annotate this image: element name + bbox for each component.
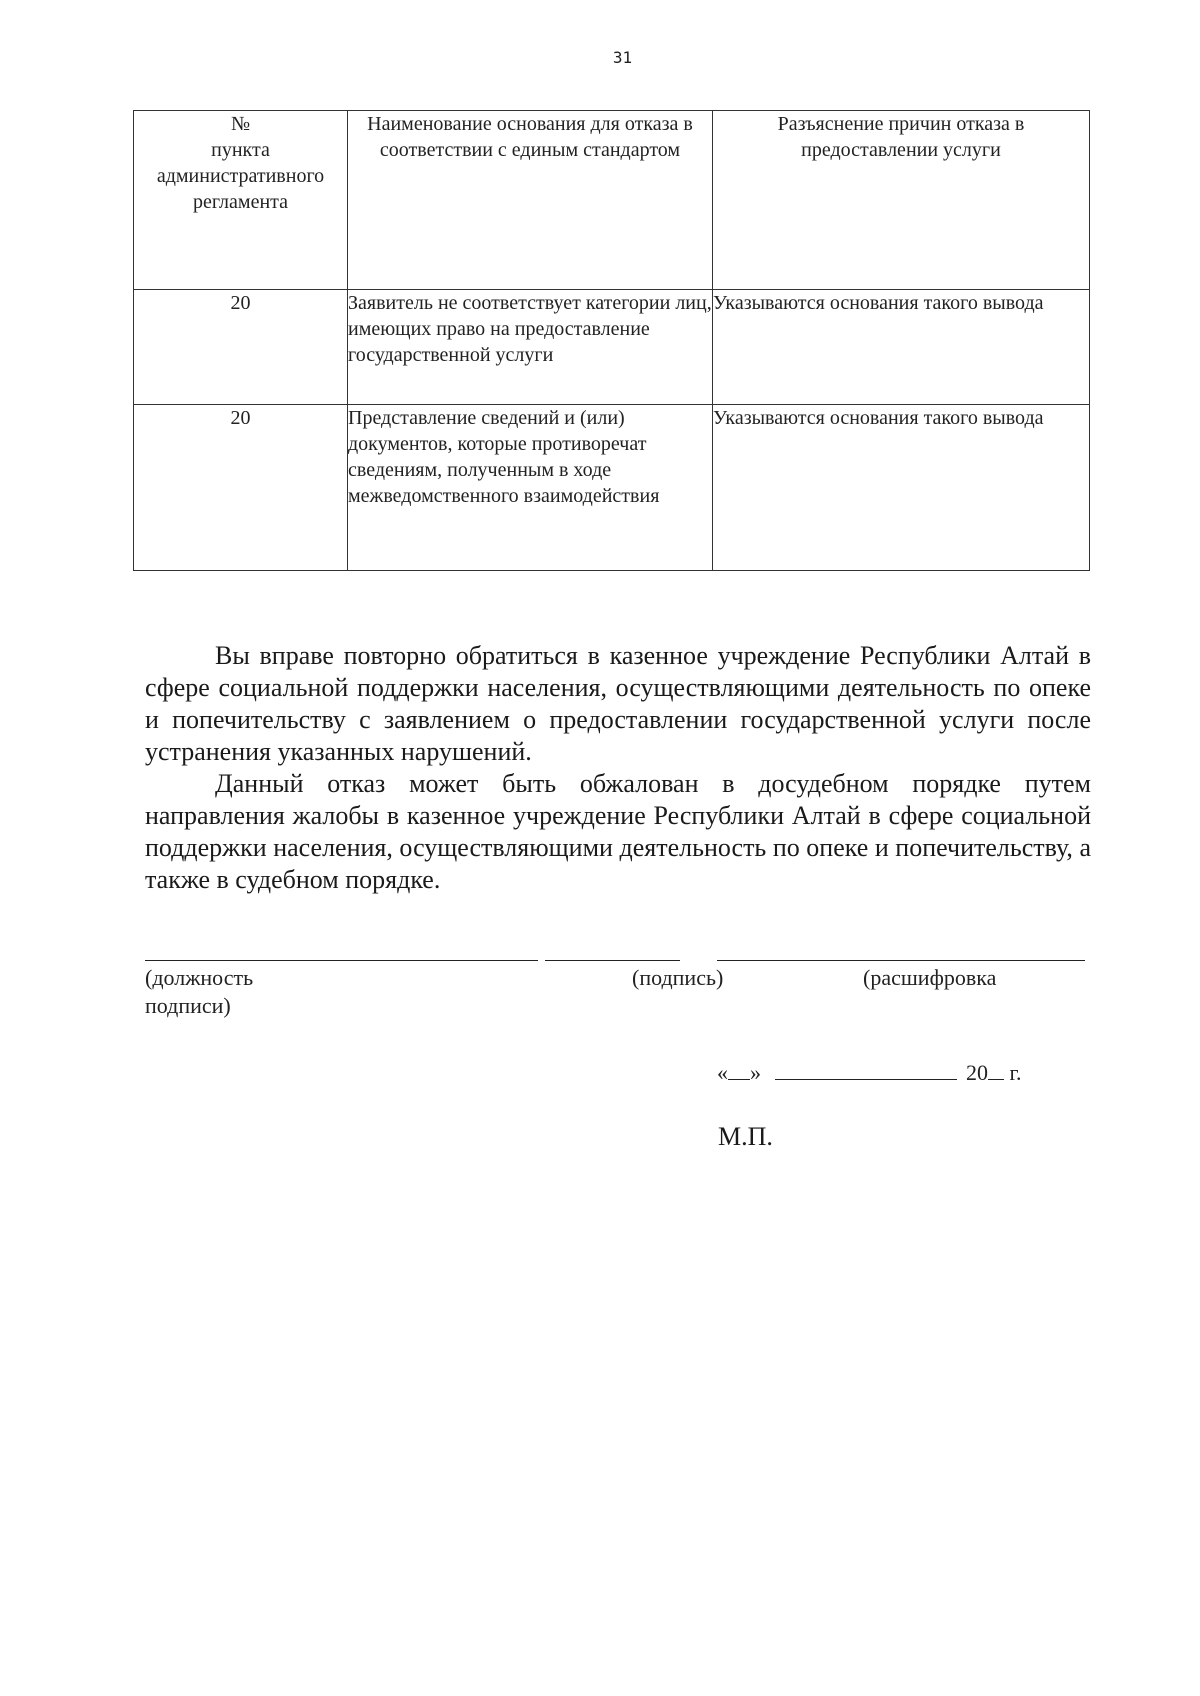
year-suffix: г. bbox=[1009, 1060, 1022, 1085]
header-line: № bbox=[230, 113, 251, 135]
body-text bbox=[145, 640, 1091, 896]
decoding-label: (расшифровка bbox=[863, 965, 997, 990]
date-open-quote: « bbox=[717, 1060, 728, 1085]
day-blank bbox=[728, 1079, 750, 1080]
header-item-number bbox=[134, 111, 348, 290]
paragraph-appeal: Данный отказ может быть обжалован в досудебном порядке путем направления жалобы в казенное учреждение Республики Алтай в сфере социальной поддержки населения, осуществляющими деятельность по опеке и попечительству, а также в судебном порядке. bbox=[145, 769, 1091, 894]
cell-ground-name: Заявитель не соответствует категории лиц, имеющих право на предоставление государственной услуги bbox=[348, 290, 713, 405]
cell-item-number: 20 bbox=[134, 290, 348, 405]
cell-explanation: Указываются основания такого вывода bbox=[713, 290, 1090, 405]
header-ground-name: Наименование основания для отказа в соответствии с единым стандартом bbox=[348, 111, 713, 290]
cell-ground-name: Представление сведений и (или) документов, которые противоречат сведениям, полученным в ходе межведомственного взаимодействия bbox=[348, 405, 713, 571]
paragraph-reapply: Вы вправе повторно обратиться в казенное учреждение Республики Алтай в сфере социальной поддержки населения, осуществляющими деятельность по опеке и попечительству с заявлением о предоставлении государственной услуги после устранения указанных нарушений. bbox=[145, 641, 1091, 766]
decoding-line bbox=[717, 960, 1085, 961]
cell-explanation: Указываются основания такого вывода bbox=[713, 405, 1090, 571]
year-blank bbox=[988, 1079, 1004, 1080]
date-line bbox=[717, 1060, 1022, 1086]
refusal-grounds-table bbox=[133, 110, 1090, 571]
signature-line bbox=[545, 960, 680, 961]
stamp-placeholder: М.П. bbox=[718, 1122, 773, 1151]
header-explanation: Разъяснение причин отказа в предоставлении услуги bbox=[713, 111, 1090, 290]
year-prefix: 20 bbox=[966, 1060, 988, 1085]
position-label-line: подписи) bbox=[145, 993, 231, 1018]
month-blank bbox=[775, 1079, 957, 1080]
table-header-row bbox=[134, 111, 1090, 290]
page-number: 31 bbox=[612, 48, 633, 67]
table-row bbox=[134, 405, 1090, 571]
position-label bbox=[145, 964, 253, 1020]
position-label-line: (должность bbox=[145, 965, 254, 990]
table-row bbox=[134, 290, 1090, 405]
header-line: административного bbox=[156, 165, 325, 187]
signature-label: (подпись) bbox=[632, 965, 724, 990]
cell-item-number: 20 bbox=[134, 405, 348, 571]
date-close-quote: » bbox=[750, 1060, 761, 1085]
header-line: пункта bbox=[211, 139, 270, 161]
position-signature-line bbox=[145, 960, 538, 961]
header-line: регламента bbox=[192, 191, 289, 213]
